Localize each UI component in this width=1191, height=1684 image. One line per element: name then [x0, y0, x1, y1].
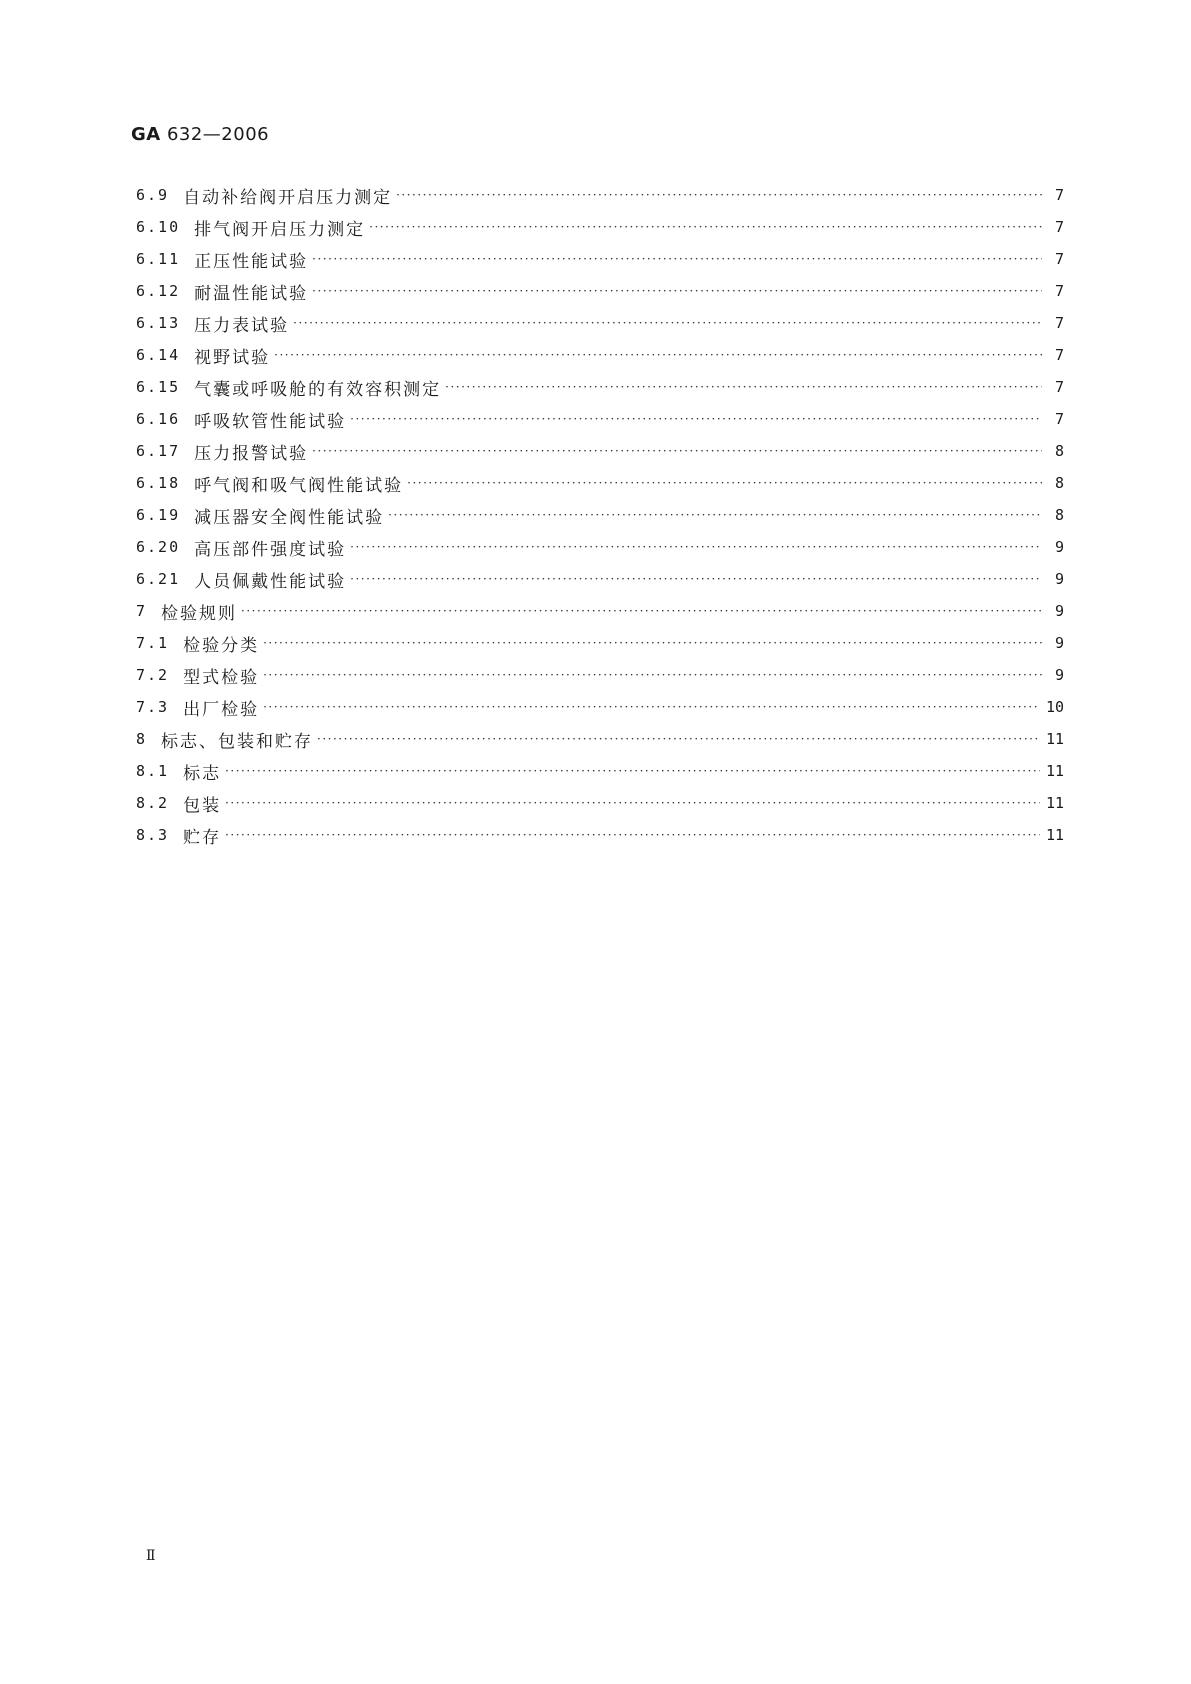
toc-entry-number: 7.2	[136, 666, 170, 684]
toc-entry-page: 8	[1054, 442, 1064, 460]
toc-entry[interactable]	[136, 243, 1064, 275]
toc-entry-page: 9	[1054, 602, 1064, 620]
toc-entry-page: 8	[1054, 506, 1064, 524]
toc-entry[interactable]	[136, 563, 1064, 595]
toc-entry-number: 6.20	[136, 538, 181, 556]
toc-entry[interactable]	[136, 179, 1064, 211]
toc-leader-dots	[317, 733, 1040, 745]
toc-entry[interactable]	[136, 819, 1064, 851]
toc-entry-number: 6.19	[136, 506, 181, 524]
toc-entry-title: 减压器安全阀性能试验	[194, 507, 385, 528]
toc-entry-page: 8	[1054, 474, 1064, 492]
toc-entry-number: 6.15	[136, 378, 181, 396]
toc-leader-dots	[350, 573, 1042, 585]
toc-entry[interactable]	[136, 211, 1064, 243]
toc-entry-title: 呼气阀和吸气阀性能试验	[194, 475, 404, 496]
toc-entry-page: 7	[1054, 378, 1064, 396]
toc-entry-title: 检验规则	[161, 603, 238, 624]
toc-entry[interactable]	[136, 371, 1064, 403]
toc-entry-page: 7	[1054, 410, 1064, 428]
toc-leader-dots	[350, 413, 1042, 425]
toc-entry-title: 贮存	[183, 827, 222, 848]
toc-entry[interactable]	[136, 723, 1064, 755]
toc-entry-number: 6.16	[136, 410, 181, 428]
toc-entry-number: 7.1	[136, 634, 170, 652]
toc-entry[interactable]	[136, 595, 1064, 627]
toc-entry-number: 6.12	[136, 282, 181, 300]
toc-leader-dots	[396, 189, 1042, 201]
toc-entry-title: 型式检验	[183, 667, 260, 688]
toc-entry[interactable]	[136, 659, 1064, 691]
toc-entry-page: 9	[1054, 538, 1064, 556]
toc-entry-number: 8.2	[136, 794, 170, 812]
toc-leader-dots	[274, 349, 1042, 361]
document-header	[131, 124, 269, 145]
toc-leader-dots	[225, 765, 1040, 777]
toc-entry-title: 压力表试验	[194, 315, 290, 336]
toc-entry[interactable]	[136, 435, 1064, 467]
toc-entry-page: 7	[1054, 346, 1064, 364]
toc-entry-page: 7	[1054, 250, 1064, 268]
toc-leader-dots	[312, 253, 1042, 265]
toc-entry-number: 7	[136, 602, 148, 620]
toc-entry-page: 9	[1054, 666, 1064, 684]
toc-entry-number: 6.18	[136, 474, 181, 492]
toc-leader-dots	[241, 605, 1042, 617]
toc-entry-number: 8.3	[136, 826, 170, 844]
toc-entry-title: 自动补给阀开启压力测定	[183, 187, 393, 208]
standard-number: 632—2006	[166, 124, 270, 145]
toc-entry-page: 7	[1054, 218, 1064, 236]
toc-leader-dots	[312, 445, 1042, 457]
toc-entry-title: 正压性能试验	[194, 251, 309, 272]
toc-entry[interactable]	[136, 307, 1064, 339]
toc-leader-dots	[312, 285, 1042, 297]
toc-entry-number: 8	[136, 730, 148, 748]
toc-leader-dots	[293, 317, 1042, 329]
toc-entry-title: 视野试验	[194, 347, 271, 368]
toc-entry-title: 检验分类	[183, 635, 260, 656]
toc-entry[interactable]	[136, 403, 1064, 435]
page-number-footer: Ⅱ	[146, 1548, 156, 1564]
toc-entry[interactable]	[136, 275, 1064, 307]
toc-leader-dots	[263, 701, 1040, 713]
toc-entry-number: 8.1	[136, 762, 170, 780]
toc-entry-number: 6.9	[136, 186, 170, 204]
toc-entry[interactable]	[136, 467, 1064, 499]
standard-code: GA	[131, 124, 161, 145]
toc-entry-title: 高压部件强度试验	[194, 539, 347, 560]
toc-entry-title: 压力报警试验	[194, 443, 309, 464]
toc-entry-title: 出厂检验	[183, 699, 260, 720]
toc-entry-title: 排气阀开启压力测定	[194, 219, 366, 240]
toc-entry-number: 6.11	[136, 250, 181, 268]
toc-leader-dots	[263, 637, 1042, 649]
toc-entry-page: 11	[1045, 730, 1064, 748]
toc-entry-page: 7	[1054, 282, 1064, 300]
toc-leader-dots	[369, 221, 1042, 233]
toc-leader-dots	[225, 829, 1040, 841]
table-of-contents	[136, 179, 1064, 851]
toc-entry[interactable]	[136, 531, 1064, 563]
toc-entry-title: 标志、包装和贮存	[161, 731, 314, 752]
toc-entry-title: 耐温性能试验	[194, 283, 309, 304]
toc-entry[interactable]	[136, 691, 1064, 723]
toc-leader-dots	[350, 541, 1042, 553]
toc-entry-number: 7.3	[136, 698, 170, 716]
toc-entry-title: 呼吸软管性能试验	[194, 411, 347, 432]
toc-entry-page: 10	[1045, 698, 1064, 716]
toc-entry-page: 9	[1054, 634, 1064, 652]
toc-entry-number: 6.17	[136, 442, 181, 460]
toc-entry-title: 包装	[183, 795, 222, 816]
toc-entry[interactable]	[136, 755, 1064, 787]
toc-entry-title: 标志	[183, 763, 222, 784]
toc-entry-number: 6.10	[136, 218, 181, 236]
toc-leader-dots	[225, 797, 1040, 809]
toc-entry-page: 7	[1054, 186, 1064, 204]
toc-entry[interactable]	[136, 787, 1064, 819]
toc-entry-page: 9	[1054, 570, 1064, 588]
toc-leader-dots	[445, 381, 1042, 393]
toc-entry-page: 11	[1045, 826, 1064, 844]
toc-entry[interactable]	[136, 627, 1064, 659]
toc-entry[interactable]	[136, 499, 1064, 531]
toc-entry-page: 7	[1054, 314, 1064, 332]
toc-leader-dots	[263, 669, 1042, 681]
toc-entry-title: 气囊或呼吸舱的有效容积测定	[194, 379, 442, 400]
toc-entry-title: 人员佩戴性能试验	[194, 571, 347, 592]
toc-entry-number: 6.13	[136, 314, 181, 332]
toc-leader-dots	[388, 509, 1042, 521]
toc-entry-page: 11	[1045, 762, 1064, 780]
toc-entry-page: 11	[1045, 794, 1064, 812]
toc-entry-number: 6.21	[136, 570, 181, 588]
toc-leader-dots	[407, 477, 1042, 489]
toc-entry[interactable]	[136, 339, 1064, 371]
toc-entry-number: 6.14	[136, 346, 181, 364]
